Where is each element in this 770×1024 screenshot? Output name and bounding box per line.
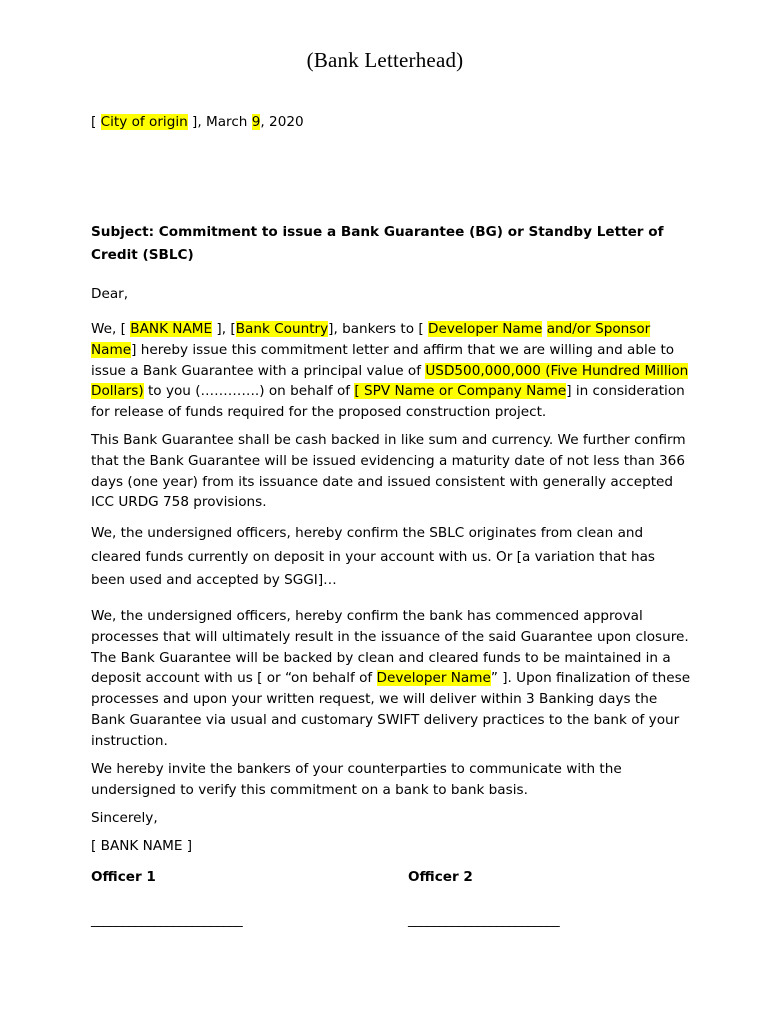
dateline-year: , 2020: [260, 114, 304, 130]
paragraph-verification: We hereby invite the bankers of your counterparties to communicate with the undersigned to verify this commitment on a bank to bank basis.: [91, 761, 622, 798]
date-day: 9: [251, 114, 261, 130]
bank-country-placeholder: Bank Country: [235, 321, 329, 337]
spv-name-placeholder: [ SPV Name or Company Name: [354, 383, 567, 400]
dateline-open: [: [91, 114, 101, 130]
officer-1-signature-line: ________________________: [91, 912, 243, 928]
signature-bank-name: [ BANK NAME ]: [91, 838, 193, 854]
city-placeholder: City of origin: [100, 114, 188, 130]
officer-2-label: Officer 2: [408, 869, 473, 885]
paragraph-commitment: [91, 319, 691, 423]
p4-text: ” ]. Upon finalization of these processes and upon your written request, we will deliver within 3 Banking days the Bank Guarantee via usual and customary SWIFT delivery practices to the bank of your instruction.: [91, 670, 691, 749]
sponsor-name-placeholder: and/or Sponsor Name: [91, 321, 651, 358]
p1-text: ], bankers to [: [328, 321, 429, 337]
developer-name-placeholder: Developer Name: [428, 321, 543, 337]
bank-name-placeholder: BANK NAME: [130, 321, 213, 337]
p1-text: to you (………….) on behalf of: [143, 383, 355, 400]
p1-text: ], [: [212, 321, 236, 337]
officer-1-label: Officer 1: [91, 869, 156, 885]
officer-2-signature-line: ________________________: [408, 912, 560, 928]
p1-text: ] in consideration for release of funds required for the proposed construction project.: [91, 383, 685, 421]
p4-text: We, the undersigned officers, hereby confirm the bank has commenced approval processes that will ultimately result in the issuance of the said Guarantee upon closure. The Bank Guarantee will be backed by clean and cleared funds to be maintained in a deposit account with us [ or “on behalf of: [91, 608, 689, 687]
p1-text: We, [: [91, 321, 131, 337]
paragraph-approval: [91, 606, 691, 752]
subject-line: Subject: Commitment to issue a Bank Guarantee (BG) or Standby Letter of Credit (SBLC): [91, 224, 664, 263]
developer-name-placeholder: Developer Name: [376, 670, 491, 687]
paragraph-cash-backed: This Bank Guarantee shall be cash backed in like sum and currency. We further confirm that the Bank Guarantee will be issued evidencing a maturity date of not less than 366 days (one year) from its issuance date and issued consistent with generally accepted ICC URDG 758 provisions.: [91, 432, 686, 511]
letterhead-title: (Bank Letterhead): [306, 48, 464, 72]
greeting: Dear,: [91, 286, 129, 302]
dateline: [91, 112, 691, 133]
dateline-month: ], March: [187, 114, 252, 130]
paragraph-sblc-origin: We, the undersigned officers, hereby confirm the SBLC originates from clean and cleared funds currently on deposit in your account with us. Or [a variation that has been used and accepted by SGGI]…: [91, 525, 656, 588]
p1-text: ] hereby issue this commitment letter and affirm that we are willing and able to issue a Bank Guarantee with a principal value of: [91, 341, 675, 379]
closing: Sincerely,: [91, 810, 158, 826]
amount-placeholder: USD500,000,000 (Five Hundred Million Dollars): [91, 362, 689, 400]
